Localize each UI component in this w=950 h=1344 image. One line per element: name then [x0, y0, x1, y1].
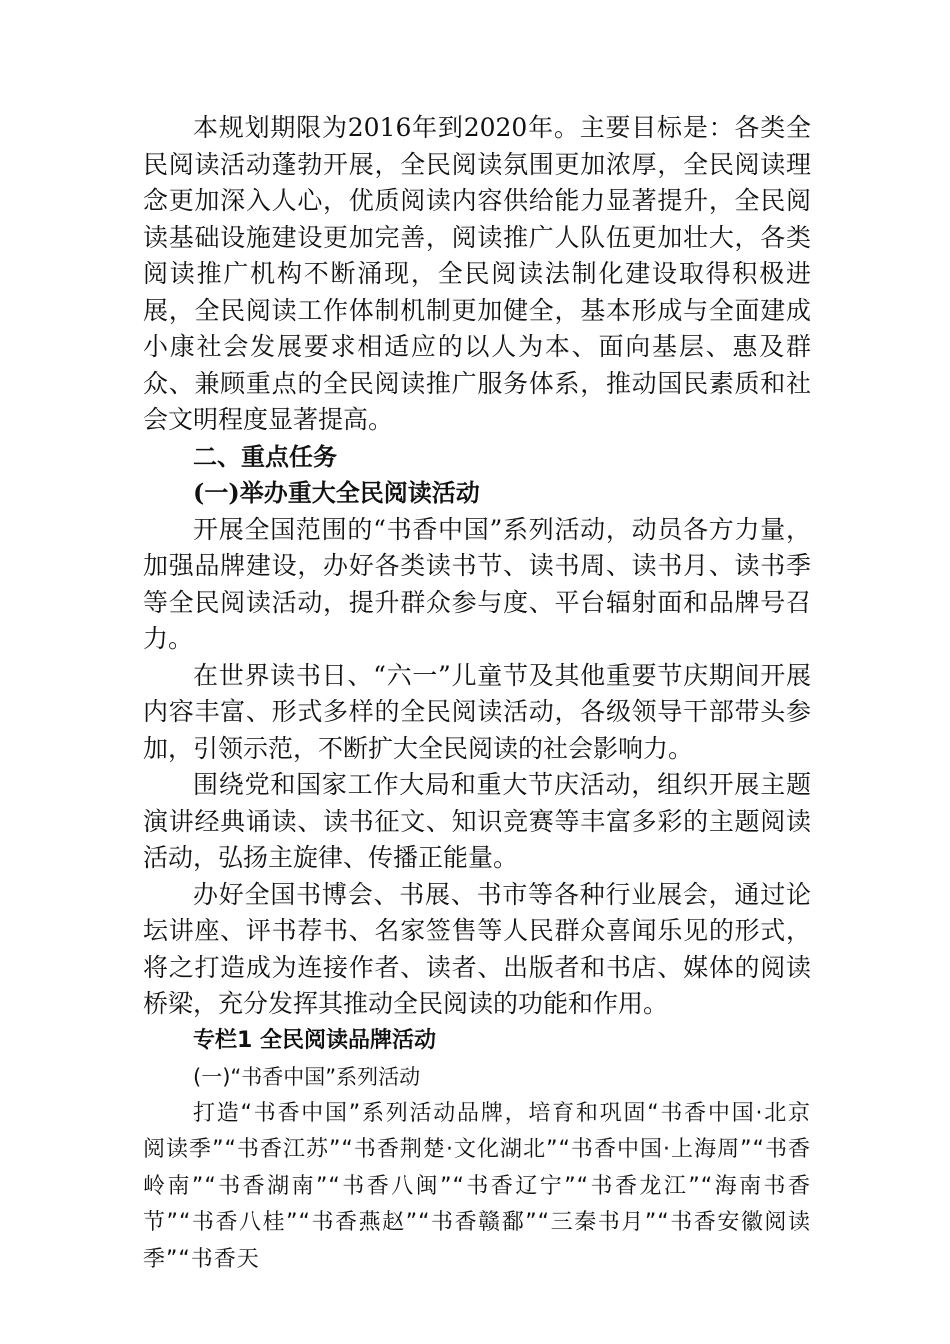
- paragraph-themes: 围绕党和国家工作大局和重大节庆活动，组织开展主题演讲经典诵读、读书征文、知识竞赛等丰富多彩的主题阅读活动，弘扬主旋律、传播正能量。: [143, 770, 811, 872]
- paragraph-goals: 本规划期限为2016年到2020年。主要目标是：各类全民阅读活动蓬勃开展，全民阅读氛围更加浓厚，全民阅读理念更加深入人心，优质阅读内容供给能力显著提升，全民阅读基础设施建设更加完善，阅读推广人队伍更加壮大，各类阅读推广机构不断涌现，全民阅读法制化建设取得积极进展，全民阅读工作体制机制更加健全，基本形成与全面建成小康社会发展要求相适应的以人为本、面向基层、惠及群众、兼顾重点的全民阅读推广服务体系，推动国民素质和社会文明程度显著提高。: [143, 113, 811, 434]
- paragraph-holidays: 在世界读书日、“六一”儿童节及其他重要节庆期间开展内容丰富、形式多样的全民阅读活动，各级领导干部带头参加，引领示范，不断扩大全民阅读的社会影响力。: [143, 660, 811, 763]
- paragraph-activities: 开展全国范围的“书香中国”系列活动，动员各方力量，加强品牌建设，办好各类读书节、读书周、读书月、读书季等全民阅读活动，提升群众参与度、平台辐射面和品牌号召力。: [143, 514, 811, 653]
- box-paragraph: 打造“书香中国”系列活动品牌，培育和巩固“书香中国·北京阅读季”“书香江苏”“书香荆楚·文化湖北”“书香中国·上海周”“书香岭南”“书香湖南”“书香八闽”“书香辽宁”“书香龙江”“海南书香节”“书香八桂”“书香燕赵”“书香赣鄱”“三秦书月”“书香安徽阅读季”“书香天: [143, 1100, 811, 1272]
- section-heading: 二、重点任务: [193, 441, 337, 471]
- document-page: [143, 110, 811, 1278]
- paragraph-fairs: 办好全国书博会、书展、书市等各种行业展会，通过论坛讲座、评书荐书、名家签售等人民群众喜闻乐见的形式，将之打造成为连接作者、读者、出版者和书店、媒体的阅读桥梁，充分发挥其推动全民阅读的功能和作用。: [143, 879, 811, 1018]
- box-subtitle: (一)“书香中国”系列活动: [193, 1065, 421, 1089]
- subsection-heading: (一)举办重大全民阅读活动: [193, 478, 480, 507]
- box-title: 专栏1 全民阅读品牌活动: [193, 1027, 436, 1053]
